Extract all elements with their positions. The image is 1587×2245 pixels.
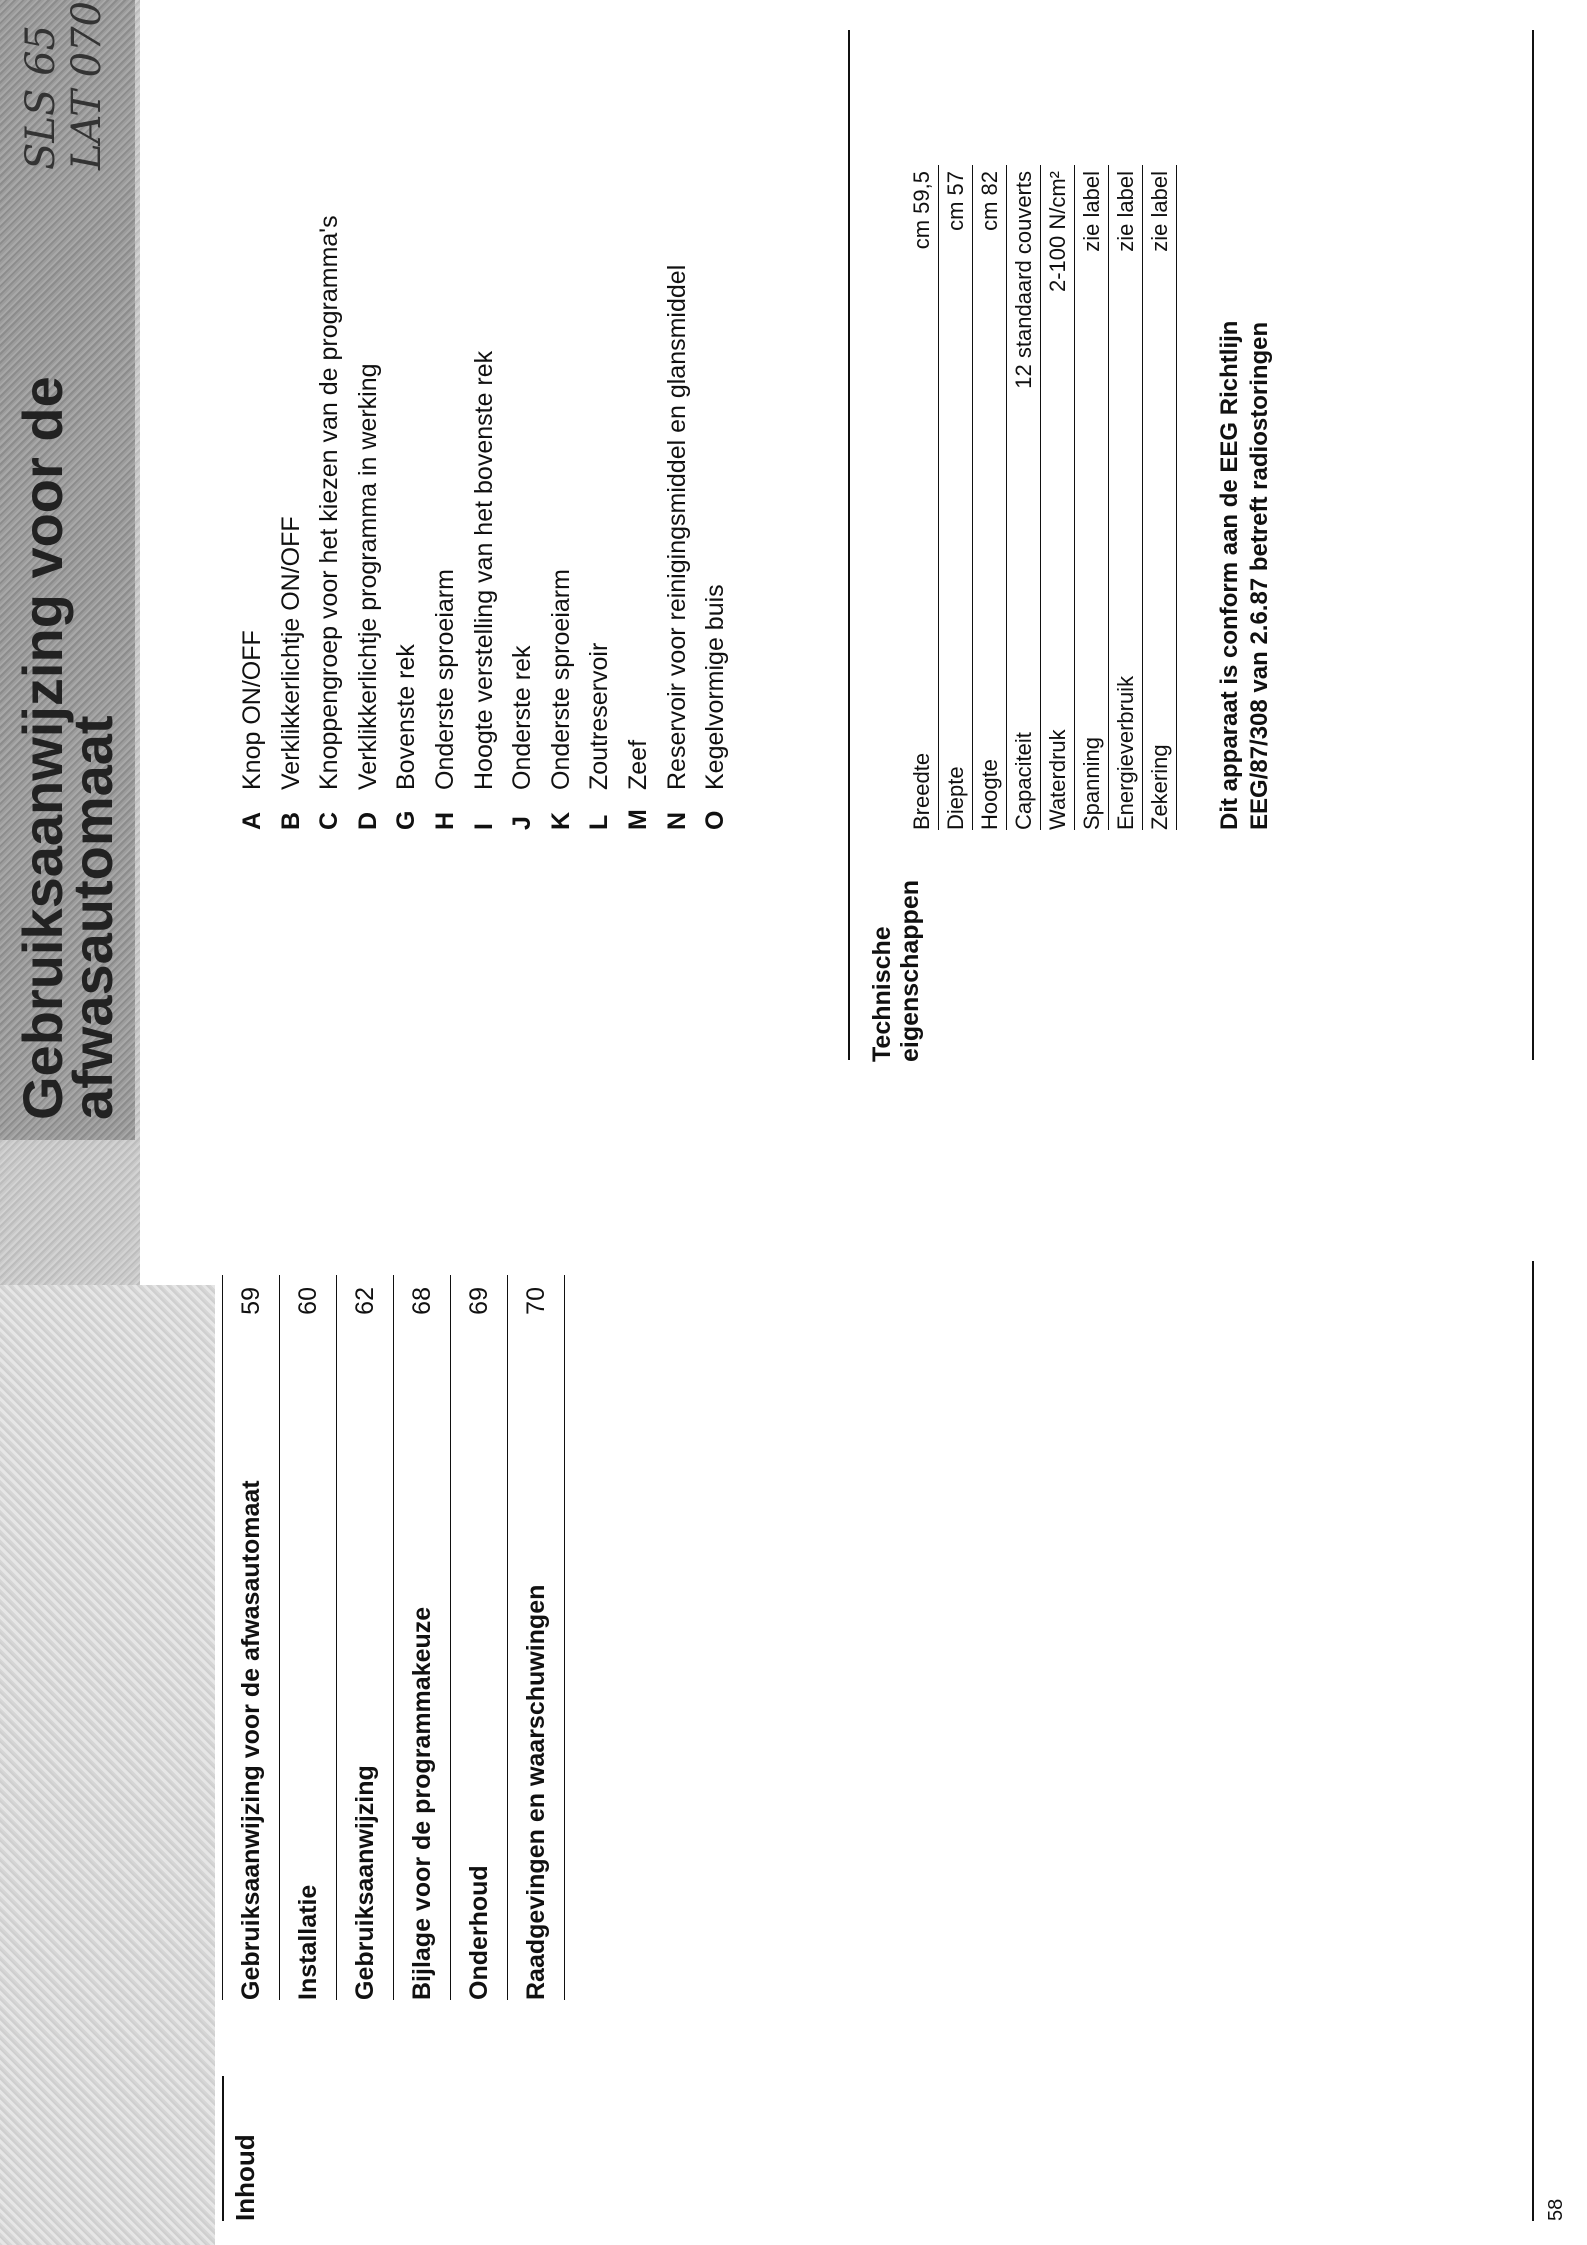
part-letter: G bbox=[392, 810, 421, 830]
toc-row bbox=[336, 1275, 393, 2000]
specs-rule bbox=[848, 30, 850, 1060]
toc-row bbox=[279, 1275, 336, 2000]
toc-label: Gebruiksaanwijzing bbox=[351, 1765, 379, 2000]
part-letter: L bbox=[585, 814, 614, 830]
toc-label: Bijlage voor de programmakeuze bbox=[408, 1606, 436, 2000]
part-text: Onderste sproeiarm bbox=[546, 569, 575, 790]
spec-key: Zekering bbox=[1147, 744, 1172, 830]
part-text: Verklikkerlichtje programma in werking bbox=[353, 363, 382, 790]
page-title-line1: Gebruiksaanwijzing voor de bbox=[11, 376, 74, 1120]
part-text: Verklikkerlichtje ON/OFF bbox=[276, 516, 305, 790]
part-letter: C bbox=[315, 811, 344, 830]
table-row bbox=[1041, 165, 1075, 830]
toc-page: 68 bbox=[408, 1287, 436, 1315]
toc-page: 60 bbox=[294, 1287, 322, 1315]
part-text: Kegelvormige buis bbox=[701, 584, 730, 790]
part-letter: O bbox=[701, 810, 730, 830]
toc-page: 69 bbox=[465, 1287, 493, 1315]
specs-table bbox=[905, 165, 1177, 830]
part-letter: A bbox=[238, 811, 266, 830]
part-text: Reservoir voor reinigingsmiddel en glansmiddel bbox=[662, 264, 691, 790]
spec-key: Spanning bbox=[1079, 737, 1104, 830]
spec-key: Breedte bbox=[909, 752, 934, 830]
page-title-line2: afwasautomaat bbox=[61, 715, 124, 1120]
part-letter: B bbox=[276, 811, 305, 830]
spec-value: cm 82 bbox=[977, 171, 1002, 231]
part-letter: M bbox=[623, 809, 652, 830]
spec-value: zie label bbox=[1147, 171, 1172, 252]
part-text: Bovenste rek bbox=[392, 644, 421, 790]
table-row bbox=[905, 165, 939, 830]
specs-heading bbox=[868, 880, 924, 1062]
handwritten-note bbox=[18, 1, 110, 170]
spec-value: 2-100 N/cm² bbox=[1045, 171, 1070, 293]
toc-row bbox=[393, 1275, 450, 2000]
eeg-statement-line2: EEG/87/308 van 2.6.87 betreft radiostoringen bbox=[1246, 321, 1273, 830]
toc-row bbox=[507, 1275, 565, 2000]
handwritten-note-line2: LAT 070 bbox=[64, 0, 110, 170]
part-text: Knop ON/OFF bbox=[238, 630, 266, 790]
part-letter: J bbox=[508, 816, 537, 830]
table-row bbox=[1007, 165, 1041, 830]
bottom-rule-right bbox=[1532, 30, 1534, 1060]
part-letter: K bbox=[546, 811, 575, 830]
toc-page: 70 bbox=[522, 1287, 550, 1315]
page-number: 58 bbox=[1545, 2198, 1567, 2221]
header-band-left bbox=[0, 1285, 215, 2245]
spec-value: zie label bbox=[1113, 171, 1138, 252]
part-letter: H bbox=[430, 811, 459, 830]
toc-page: 59 bbox=[237, 1287, 265, 1315]
part-text: Zoutreservoir bbox=[585, 642, 614, 790]
spec-value: cm 59,5 bbox=[909, 171, 934, 250]
spec-value: 12 standaard couverts bbox=[1011, 171, 1036, 389]
spec-key: Energieverbruik bbox=[1113, 675, 1138, 830]
toc-label: Gebruiksaanwijzing voor de afwasautomaat bbox=[237, 1480, 265, 2000]
table-row bbox=[1109, 165, 1143, 830]
spec-key: Diepte bbox=[943, 766, 968, 830]
toc-row bbox=[222, 1275, 279, 2000]
eeg-statement-line1: Dit apparaat is conform aan de EEG Richtlijn bbox=[1216, 320, 1243, 830]
eeg-statement bbox=[1215, 321, 1275, 830]
handwritten-note-line1: SLS 65 bbox=[18, 25, 64, 170]
toc-heading-rule bbox=[222, 2076, 224, 2221]
page-title bbox=[11, 376, 124, 1120]
toc-label: Installatie bbox=[294, 1884, 322, 2000]
toc-label: Onderhoud bbox=[465, 1865, 493, 2000]
spec-value: cm 57 bbox=[943, 171, 968, 231]
spec-key: Hoogte bbox=[977, 759, 1002, 830]
table-row bbox=[1143, 165, 1177, 830]
part-text: Onderste sproeiarm bbox=[430, 569, 459, 790]
spec-value: zie label bbox=[1079, 171, 1104, 252]
toc-heading: Inhoud bbox=[230, 2134, 260, 2221]
part-text: Onderste rek bbox=[508, 645, 537, 790]
spec-key: Waterdruk bbox=[1045, 729, 1070, 830]
part-text: Zeef bbox=[623, 739, 652, 790]
specs-heading-line2: eigenschappen bbox=[896, 880, 924, 1062]
toc-row bbox=[450, 1275, 507, 2000]
part-letter: I bbox=[469, 823, 498, 830]
table-of-contents bbox=[222, 1275, 565, 2000]
spec-key: Capaciteit bbox=[1011, 732, 1036, 830]
part-text: Knoppengroep voor het kiezen van de programma's bbox=[315, 215, 344, 790]
toc-page: 62 bbox=[351, 1287, 379, 1315]
toc-label: Raadgevingen en waarschuwingen bbox=[522, 1584, 550, 2000]
part-letter: N bbox=[662, 811, 691, 830]
part-letter: D bbox=[353, 811, 382, 830]
table-row bbox=[973, 165, 1007, 830]
specs-heading-line1: Technische bbox=[868, 926, 896, 1062]
bottom-rule-left bbox=[1532, 1261, 1534, 2221]
table-row bbox=[1075, 165, 1109, 830]
table-row bbox=[939, 165, 973, 830]
part-text: Hoogte verstelling van het bovenste rek bbox=[469, 350, 498, 790]
